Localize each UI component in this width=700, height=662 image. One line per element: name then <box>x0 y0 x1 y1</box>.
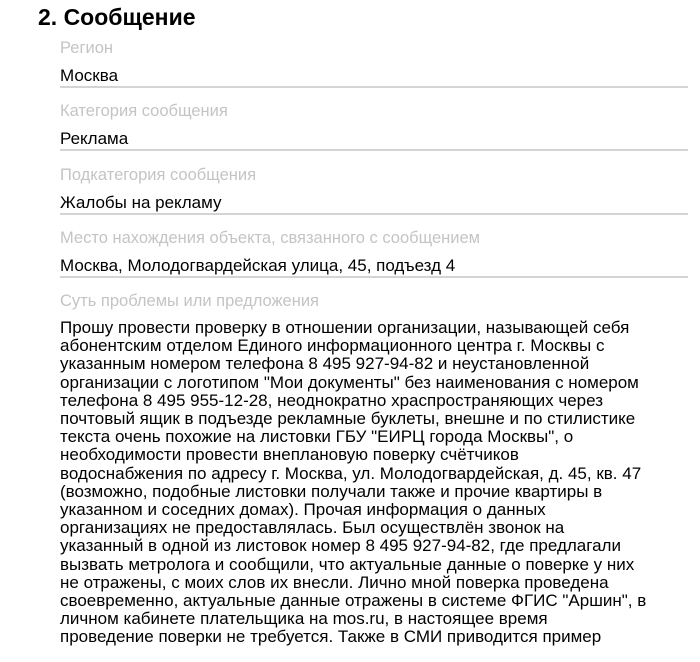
problem-text: Прошу провести проверку в отношении организации, называющей себя абонентским отделом Единого информационного центра г. Москвы с указанным номером телефона 8 495 927-94-82 и неустановленной организации с логотипом "Мои документы" без наименования с номером телефона 8 495 955-12-28, неоднократно хрaспространяющих через почтовый ящик в подъезде рекламные буклеты, внешне и по стилистике текста очень похожие на листовки ГБУ "ЕИРЦ города Москвы", о необходимости провести внеплановую поверку счётчиков водоснабжения по адресу г. Москва, ул. Молодогвардейская, д. 45, кв. 47 (возможно, подобные листовки получали также и прочие квартиры в указанном и соседних домах). Прочая информация о данных организациях не предоставлялась. Был осуществлён звонок на указанный в одной из листовок номер 8 495 927-94-82, где предлагали вызвать метролога и сообщили, что актуальные данные о поверке у них не отражены, с моих слов их внесли. Лично мной поверка проведена своевременно, актуальные данные отражены в системе ФГИС "Аршин", в личном кабинете плательщика на mos.ru, в настоящее время проведение поверки не требуется. Также в СМИ приводится пример <box>60 318 647 647</box>
section-title: 2. Сообщение <box>38 4 196 30</box>
category-underline <box>60 149 688 151</box>
subcategory-underline <box>60 213 688 215</box>
problem-field <box>60 291 688 647</box>
category-label: Категория сообщения <box>60 102 228 120</box>
location-field <box>60 228 688 278</box>
region-field <box>60 38 688 88</box>
region-underline <box>60 86 688 88</box>
category-value: Реклама <box>60 129 129 148</box>
problem-label: Суть проблемы или предложения <box>60 292 319 310</box>
location-underline <box>60 276 688 278</box>
subcategory-label: Подкатегория сообщения <box>60 166 257 184</box>
region-value: Москва <box>60 66 119 85</box>
category-field <box>60 101 688 151</box>
location-value: Москва, Молодогвардейская улица, 45, подъезд 4 <box>60 256 456 275</box>
subcategory-value: Жалобы на рекламу <box>60 193 222 212</box>
region-label: Регион <box>60 39 113 57</box>
subcategory-field <box>60 165 688 215</box>
location-label: Место нахождения объекта, связанного с сообщением <box>60 229 481 247</box>
